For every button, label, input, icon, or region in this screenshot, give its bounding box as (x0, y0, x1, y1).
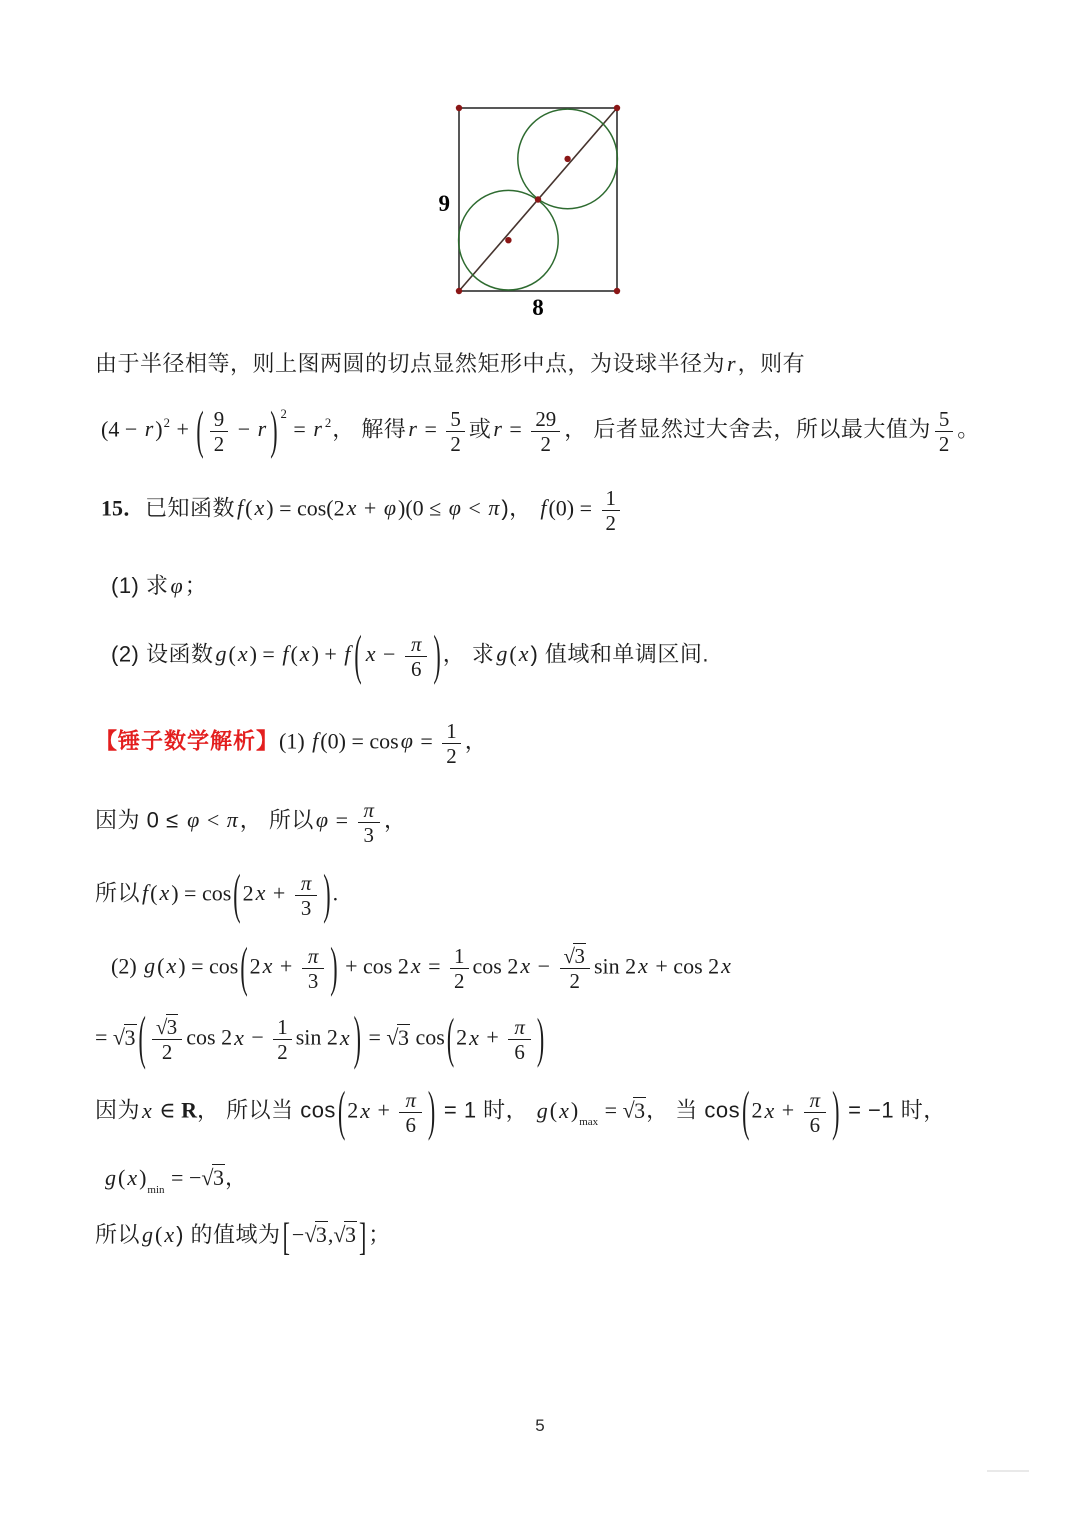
analysis-label: 【锤子数学解析】 (95, 728, 280, 754)
math-variable: x (234, 1024, 244, 1050)
math-text: 2 (456, 1024, 468, 1050)
stretch-delimiter: ) (270, 399, 278, 460)
math-text: + (480, 1024, 505, 1050)
math-variable: r (493, 416, 502, 442)
math-variable: φ (400, 728, 413, 754)
radicand: 3 (124, 1024, 136, 1050)
stretch-delimiter: ( (233, 862, 241, 925)
math-text: ( (155, 1222, 163, 1248)
math-text: < (462, 495, 487, 521)
math-text: ， 后者显然过大舍去，所以最大值为 (564, 416, 931, 442)
exponent: 2 (163, 415, 170, 430)
stretch-delimiter: ) (323, 862, 331, 925)
fraction-denominator: 3 (307, 968, 319, 993)
math-text: = (422, 953, 447, 979)
fraction (358, 798, 380, 847)
math-variable: g (142, 1222, 154, 1248)
fraction-numerator: 29 (531, 407, 560, 432)
math-text: = (363, 1024, 387, 1050)
solution-header-line (95, 719, 1040, 768)
fraction-numerator: 1 (602, 486, 620, 511)
math-variable: x (518, 641, 529, 667)
math-variable: f (282, 641, 289, 667)
math-text: ( (509, 641, 517, 667)
math-text: 所以 (95, 880, 141, 906)
math-text: = (503, 416, 528, 442)
fraction-denominator: 6 (410, 656, 422, 681)
solution-gx-expansion (111, 935, 1040, 998)
page-number: 5 (535, 1416, 545, 1435)
math-text: (1) 求 (111, 572, 169, 598)
math-variable: f (540, 495, 547, 521)
math-variable: x (299, 641, 310, 667)
radicand: 3 (574, 943, 585, 968)
math-text: (0) = cos (320, 728, 399, 754)
fraction (560, 944, 590, 993)
corner-dot-bottom-right (614, 288, 620, 294)
math-text: ， (383, 807, 407, 833)
math-text: ( (150, 880, 158, 906)
math-variable: x (255, 880, 266, 906)
math-text: sin 2 (593, 953, 637, 979)
fraction-numerator (508, 1015, 530, 1040)
math-text: ( (228, 641, 236, 667)
math-text: ) = cos (171, 880, 232, 906)
math-variable: r (144, 416, 154, 442)
stretch-delimiter: ( (240, 935, 248, 998)
fraction-numerator (302, 944, 324, 969)
math-variable: r (727, 351, 736, 376)
math-text: 2 (347, 1097, 359, 1123)
fraction-denominator: 2 (605, 510, 616, 535)
radical-sign: √ (201, 1165, 212, 1191)
math-variable: x (559, 1097, 569, 1123)
stretch-delimiter: ( (196, 399, 204, 460)
radicand: 3 (166, 1014, 178, 1039)
math-text: = (330, 807, 354, 833)
math-variable: x (127, 1165, 138, 1191)
math-text: 因为 0 ≤ (95, 807, 186, 833)
fraction-numerator: 1 (273, 1015, 291, 1040)
question-part-2 (111, 622, 1040, 686)
radical-sign: √ (304, 1222, 315, 1248)
bold-text: R (181, 1097, 197, 1123)
math-text: = (287, 416, 312, 442)
fraction-denominator: 6 (405, 1113, 416, 1138)
stretch-delimiter: ( (337, 1079, 346, 1142)
bold-text: 15． (101, 495, 146, 521)
fraction (508, 1015, 530, 1064)
math-text: − (245, 1024, 270, 1050)
math-text: + (171, 416, 195, 442)
math-text: 由于半径相等，则上图两圆的切点显然矩形中点，为设球半径为 (95, 351, 726, 376)
math-text: . (332, 880, 339, 906)
fraction-numerator: 5 (935, 407, 953, 432)
math-text: ) 值域和单调区间. (530, 641, 710, 667)
stretch-delimiter: ( (138, 1003, 146, 1071)
math-variable: π (488, 495, 500, 521)
fraction (152, 1015, 182, 1064)
fraction-denominator: 6 (809, 1113, 821, 1138)
math-variable: g (215, 641, 227, 667)
fraction (210, 407, 228, 456)
equation-radius-solve (101, 399, 1040, 460)
math-text: ) = cos (178, 953, 239, 979)
math-variable: g (536, 1097, 548, 1123)
math-variable: x (360, 1097, 371, 1123)
math-variable: x (166, 953, 177, 979)
circles-in-rectangle-diagram (413, 88, 673, 323)
math-text: 。 (957, 416, 980, 442)
math-text: + (274, 953, 298, 979)
solution-max-min-line (95, 1079, 1040, 1142)
math-text: ) 的值域为 (176, 1222, 281, 1248)
math-variable: x (638, 953, 648, 979)
math-text: = (599, 1097, 623, 1123)
fraction-numerator (804, 1088, 826, 1113)
math-variable: x (410, 953, 421, 979)
fraction (935, 407, 953, 456)
radicand: 3 (398, 1024, 409, 1050)
fraction (302, 944, 324, 993)
math-text: ( (290, 641, 298, 667)
math-text: ， 所以当 cos (196, 1097, 336, 1123)
math-text: − (377, 641, 401, 667)
fraction-numerator: 5 (446, 407, 464, 432)
radicand: 3 (315, 1222, 327, 1248)
math-variable: x (520, 953, 531, 979)
fraction-numerator (399, 1088, 421, 1113)
math-text: = 1 时， (437, 1097, 535, 1123)
exponent: 2 (324, 415, 332, 430)
radicand: 3 (344, 1222, 356, 1248)
radical (333, 1221, 357, 1247)
math-text: = (95, 1024, 113, 1050)
math-variable: φ (383, 495, 396, 521)
math-variable: f (237, 495, 244, 521)
math-variable: φ (187, 807, 200, 833)
radical-sign: √ (155, 1014, 166, 1039)
math-variable: x (164, 1222, 175, 1248)
math-variable: x (721, 953, 731, 979)
math-variable: x (262, 953, 273, 979)
math-text: ∈ (153, 1097, 182, 1123)
stretch-delimiter: ] (358, 1213, 367, 1259)
radical (156, 1014, 178, 1039)
math-text: (0) = (548, 495, 598, 521)
radical (201, 1164, 225, 1190)
stretch-delimiter: ( (446, 1006, 455, 1069)
math-variable: φ (448, 495, 461, 521)
math-variable: π (410, 631, 422, 656)
fraction (399, 1088, 421, 1137)
math-text: − (291, 1222, 305, 1248)
math-variable: r (313, 416, 322, 442)
fraction-denominator: 6 (514, 1039, 525, 1064)
fraction (602, 486, 620, 535)
math-variable: x (142, 1097, 152, 1123)
fraction-denominator: 2 (450, 431, 461, 456)
fraction-numerator (560, 944, 590, 969)
radical (113, 1024, 137, 1050)
math-text: ) (570, 1097, 579, 1123)
solution-gmin-line (103, 1163, 1040, 1198)
math-text: )， (501, 495, 539, 521)
math-text: 或 (468, 416, 492, 442)
fraction-numerator (152, 1015, 182, 1040)
math-text: ， (224, 1165, 248, 1191)
fraction-denominator: 2 (277, 1039, 288, 1064)
figure-width-label: 8 (532, 295, 544, 320)
fraction-numerator: 1 (450, 944, 468, 969)
math-text: ， 求 (442, 641, 495, 667)
math-text: (4 − (101, 416, 143, 442)
stretch-delimiter: ( (354, 622, 362, 686)
math-text: = (414, 728, 439, 754)
math-variable: x (469, 1024, 479, 1050)
math-variable: π (405, 1088, 416, 1113)
solution-phi-line (95, 798, 1040, 847)
math-variable: x (346, 495, 357, 521)
fraction (804, 1088, 826, 1137)
math-text: = (418, 416, 443, 442)
math-text: − (532, 953, 556, 979)
paragraph-tangent-note (95, 349, 1040, 380)
lower-circle-center-dot (505, 237, 511, 243)
radical (386, 1024, 410, 1050)
math-text: ； (184, 572, 208, 598)
math-variable: π (809, 1088, 821, 1113)
math-text: ( (157, 953, 165, 979)
tangent-point-dot (535, 196, 541, 202)
math-text: ) (139, 1165, 147, 1191)
math-variable: π (514, 1014, 525, 1039)
subscript: min (147, 1183, 165, 1196)
math-text: = −1 时， (841, 1097, 946, 1123)
geometry-figure (95, 88, 1040, 323)
page-edge-artifact (987, 1470, 1029, 1472)
fraction-numerator: 9 (210, 407, 228, 432)
math-variable: x (339, 1024, 350, 1050)
math-text: + cos 2 (649, 953, 720, 979)
math-text: cos 2 (186, 1024, 233, 1050)
math-text: 因为 (95, 1097, 141, 1123)
corner-dot-bottom-left (456, 288, 462, 294)
fraction-denominator: 2 (938, 431, 950, 456)
math-variable: r (408, 416, 417, 442)
fraction-numerator (405, 632, 427, 657)
fraction (531, 407, 560, 456)
fraction (450, 944, 468, 993)
stretch-delimiter: ) (427, 1079, 436, 1142)
math-text: ， (464, 728, 488, 754)
radical-sign: √ (386, 1024, 397, 1050)
radical (623, 1097, 647, 1123)
fraction-denominator: 2 (454, 968, 465, 993)
math-variable: g (105, 1165, 116, 1191)
math-text: < (201, 807, 225, 833)
math-text: ， 解得 (332, 416, 407, 442)
corner-dot-top-right (614, 105, 620, 111)
math-variable: x (237, 641, 248, 667)
math-text: 2 (751, 1097, 763, 1123)
fraction-numerator (295, 871, 317, 896)
problem-15-statement (101, 486, 1040, 535)
corner-dot-top-left (456, 105, 462, 111)
math-text: (2) (111, 953, 143, 979)
math-variable: x (764, 1097, 775, 1123)
stretch-delimiter: ) (536, 1006, 545, 1069)
math-variable: φ (315, 807, 329, 833)
solution-fx-line (95, 862, 1040, 925)
math-text: + cos 2 (339, 953, 409, 979)
math-text: ) = cos(2 (266, 495, 345, 521)
radicand: 3 (212, 1165, 224, 1191)
stretch-delimiter: ) (330, 935, 338, 998)
math-text: )(0 ≤ (398, 495, 447, 521)
math-variable: x (159, 880, 170, 906)
math-text: + (358, 495, 382, 521)
stretch-delimiter: ) (353, 1003, 361, 1071)
radical-sign: √ (333, 1222, 344, 1248)
math-text: ) (155, 416, 163, 442)
math-variable: f (142, 880, 149, 906)
math-variable: φ (170, 572, 183, 598)
fraction-denominator: 2 (213, 431, 225, 456)
math-text: ， 所以 (239, 807, 314, 833)
fraction-numerator: 1 (442, 719, 460, 744)
math-text: ( (245, 495, 253, 521)
math-text: cos 2 (472, 953, 519, 979)
math-text: + (776, 1097, 800, 1123)
math-text: 所以 (95, 1222, 141, 1248)
math-text: ， 当 cos (646, 1097, 741, 1123)
math-text: 2 (249, 953, 261, 979)
radical-sign: √ (622, 1097, 634, 1123)
math-variable: g (144, 953, 156, 979)
math-variable: g (496, 641, 508, 667)
stretch-delimiter: ) (832, 1079, 840, 1142)
fraction (295, 871, 317, 920)
math-text: ) + (311, 641, 343, 667)
stretch-delimiter: ) (433, 622, 441, 686)
math-text: ( (118, 1165, 126, 1191)
math-text: ) = (249, 641, 281, 667)
stretch-delimiter: ( (742, 1079, 750, 1142)
math-text: 已知函数 (145, 495, 236, 521)
math-variable: π (226, 807, 238, 833)
math-variable: π (300, 870, 312, 895)
fraction (405, 632, 427, 681)
math-variable: r (257, 416, 267, 442)
math-variable: π (307, 943, 319, 968)
figure-height-label: 9 (438, 191, 450, 216)
fraction (442, 719, 460, 768)
math-text: (1) (279, 728, 311, 754)
upper-circle-center-dot (564, 156, 570, 162)
radical (564, 943, 586, 968)
fraction-denominator: 2 (446, 743, 457, 768)
math-text: ( (549, 1097, 558, 1123)
math-text: = − (165, 1165, 202, 1191)
math-variable: f (312, 728, 319, 754)
fraction (446, 407, 464, 456)
math-variable: π (363, 797, 374, 822)
fraction-denominator: 2 (569, 968, 580, 993)
radical (304, 1221, 328, 1247)
math-variable: f (344, 641, 351, 667)
question-part-1 (111, 571, 1040, 602)
math-text: + (372, 1097, 396, 1123)
fraction (273, 1015, 291, 1064)
solution-gx-simplified (95, 1003, 1040, 1071)
math-text: + (267, 880, 291, 906)
radical-sign: √ (563, 943, 574, 968)
math-text: sin 2 (295, 1024, 338, 1050)
fraction-denominator: 2 (161, 1039, 173, 1064)
math-text: 2 (242, 880, 254, 906)
math-text: ，则有 (737, 351, 806, 376)
fraction-denominator: 3 (300, 895, 312, 920)
math-variable: x (254, 495, 265, 521)
stretch-delimiter: [ (282, 1213, 290, 1259)
solution-range-line (95, 1213, 1040, 1259)
math-text: , (327, 1222, 334, 1248)
fraction-denominator: 3 (363, 822, 374, 847)
radicand: 3 (634, 1097, 646, 1123)
math-variable: x (365, 641, 376, 667)
math-text: (2) 设函数 (111, 641, 214, 667)
radical-sign: √ (112, 1024, 124, 1050)
fraction-denominator: 2 (540, 431, 551, 456)
math-text: − (232, 416, 256, 442)
subscript: max (579, 1116, 599, 1129)
fraction-numerator (358, 798, 380, 823)
math-text: ； (368, 1222, 391, 1248)
math-text: cos (410, 1024, 445, 1050)
exponent: 2 (280, 406, 287, 421)
